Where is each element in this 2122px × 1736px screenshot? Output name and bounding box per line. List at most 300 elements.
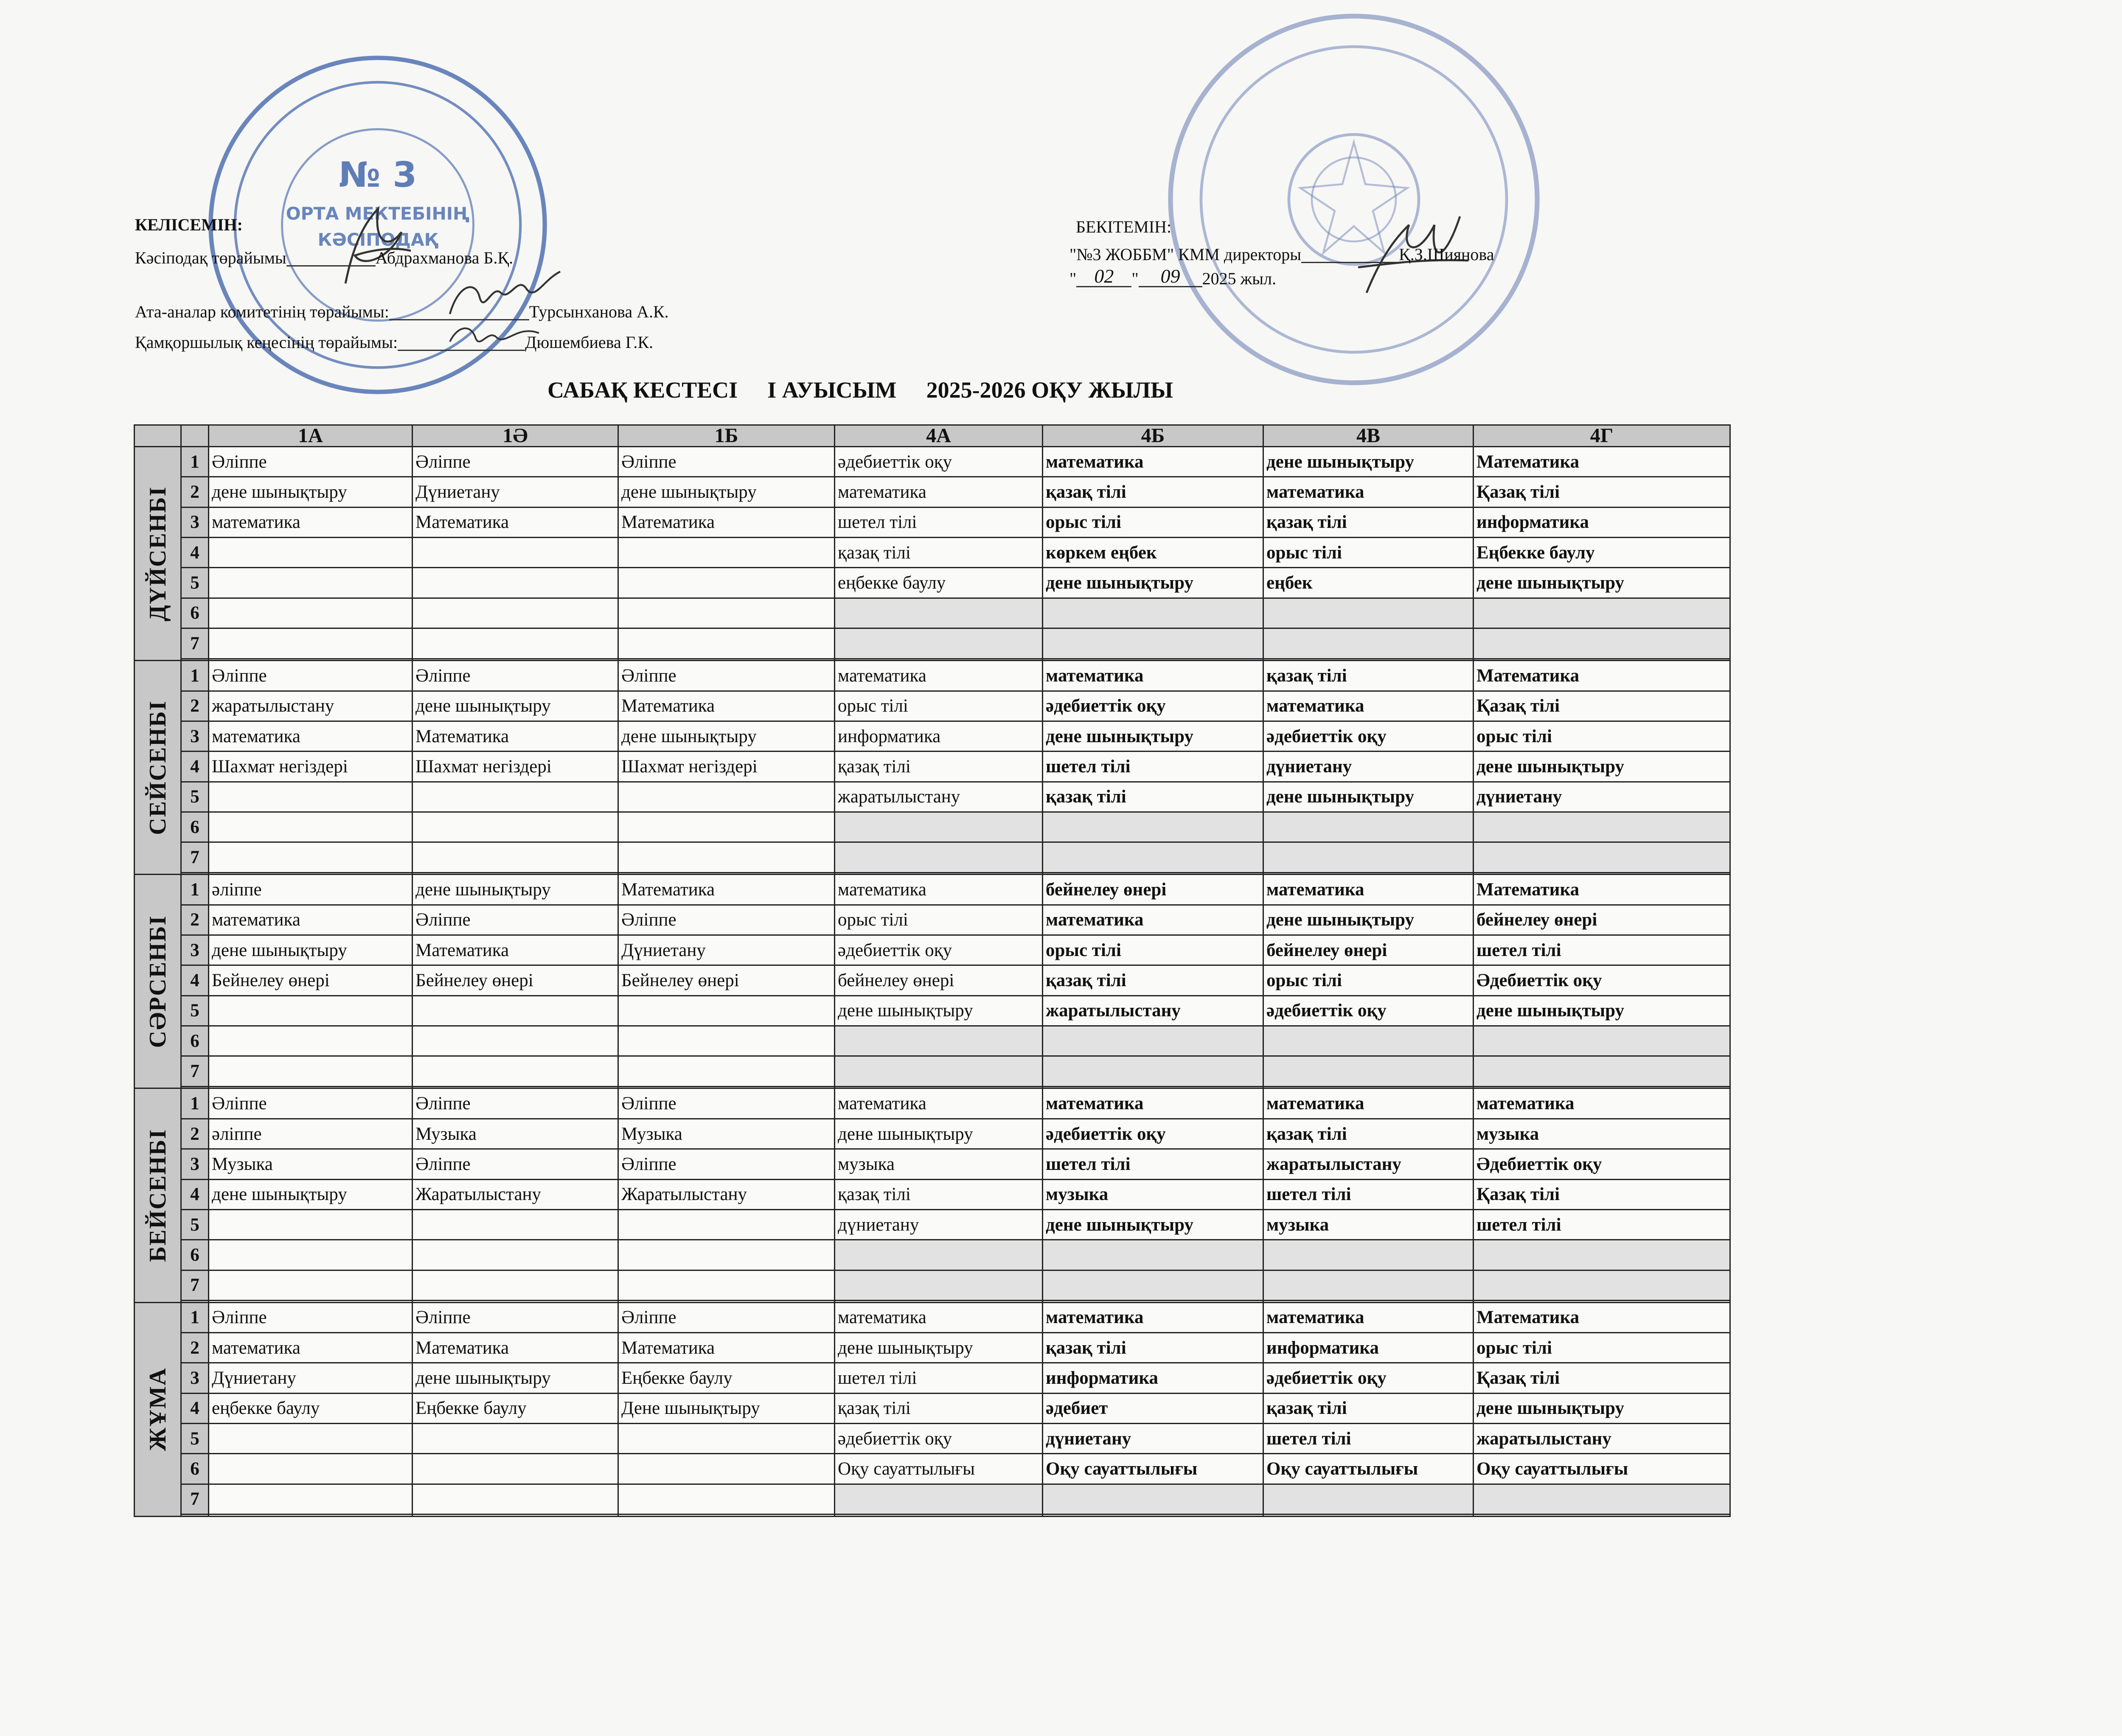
table-row	[135, 568, 1730, 598]
lesson-cell: Математика	[618, 507, 835, 537]
lesson-cell	[413, 1270, 618, 1300]
lesson-cell: Музыка	[618, 1119, 835, 1149]
column-header: 1А	[209, 425, 413, 447]
lesson-cell: орыс тілі	[1474, 721, 1730, 751]
lesson-cell: бейнелеу өнері	[1043, 875, 1263, 905]
lesson-cell	[1263, 812, 1474, 842]
table-row	[135, 1393, 1730, 1423]
lesson-number: 1	[181, 1088, 209, 1119]
lesson-cell	[1043, 1026, 1263, 1056]
lesson-cell: Әліппе	[618, 661, 835, 691]
column-header: 4Г	[1474, 425, 1730, 447]
lesson-number: 3	[181, 935, 209, 965]
table-row	[135, 1149, 1730, 1179]
lesson-cell	[209, 996, 413, 1026]
lesson-cell: дене шынықтыру	[413, 691, 618, 721]
header-day-cell	[135, 425, 181, 447]
lesson-cell	[835, 1056, 1043, 1086]
lesson-cell: Әліппе	[618, 905, 835, 935]
table-row	[135, 447, 1730, 477]
svg-text:КӘСІПОДАҚ: КӘСІПОДАҚ	[317, 230, 438, 250]
lesson-cell: Қазақ тілі	[1474, 477, 1730, 507]
lesson-number: 5	[181, 1424, 209, 1454]
lesson-cell: математика	[209, 1332, 413, 1363]
lesson-number: 1	[181, 661, 209, 691]
lesson-cell: Қазақ тілі	[1474, 1363, 1730, 1393]
lesson-cell: дене шынықтыру	[1263, 782, 1474, 812]
lesson-cell: қазақ тілі	[1263, 1393, 1474, 1423]
table-row	[135, 905, 1730, 935]
lesson-cell	[1474, 842, 1730, 872]
lesson-cell: әдебиеттік оқу	[835, 1424, 1043, 1454]
lesson-cell: Дүниетану	[413, 477, 618, 507]
lesson-cell	[413, 568, 618, 598]
header-number-cell	[181, 425, 209, 447]
lesson-cell	[618, 1270, 835, 1300]
lesson-cell	[413, 628, 618, 659]
table-row	[135, 812, 1730, 842]
lesson-cell	[1474, 1270, 1730, 1300]
lesson-cell: Әдебиеттік оқу	[1474, 1149, 1730, 1179]
lesson-cell: математика	[1043, 1302, 1263, 1332]
lesson-number: 5	[181, 1209, 209, 1240]
lesson-number: 1	[181, 1302, 209, 1332]
lesson-cell: әдебиеттік оқу	[1043, 1119, 1263, 1149]
lesson-cell: Математика	[618, 1332, 835, 1363]
lesson-cell: математика	[835, 477, 1043, 507]
lesson-cell	[835, 598, 1043, 628]
svg-text:№ 3: № 3	[338, 154, 417, 195]
lesson-cell: бейнелеу өнері	[1263, 935, 1474, 965]
lesson-cell: математика	[209, 905, 413, 935]
lesson-cell: информатика	[1263, 1332, 1474, 1363]
table-row	[135, 1332, 1730, 1363]
lesson-cell: қазақ тілі	[835, 538, 1043, 568]
lesson-cell: Шахмат негіздері	[209, 752, 413, 782]
lesson-cell: математика	[1043, 905, 1263, 935]
lesson-cell: қазақ тілі	[835, 1179, 1043, 1209]
lesson-cell: орыс тілі	[1043, 507, 1263, 537]
lesson-cell: математика	[835, 875, 1043, 905]
lesson-cell	[618, 842, 835, 872]
approval-left-title: КЕЛІСЕМІН:	[135, 215, 243, 234]
column-header: 1Б	[618, 425, 835, 447]
lesson-cell: музыка	[1263, 1209, 1474, 1240]
table-row	[135, 628, 1730, 659]
lesson-cell: дене шынықтыру	[835, 996, 1043, 1026]
lesson-cell: қазақ тілі	[1263, 661, 1474, 691]
table-row	[135, 1514, 1730, 1517]
lesson-number: 6	[181, 598, 209, 628]
table-row	[135, 1179, 1730, 1209]
lesson-cell: дене шынықтыру	[1474, 1393, 1730, 1423]
day-label-cell	[135, 875, 181, 1088]
union-chair-line: Кәсіподақ төрайымы Абдрахманова Б.Қ.	[135, 248, 514, 267]
lesson-cell: дүниетану	[1474, 782, 1730, 812]
lesson-cell: әліппе	[209, 875, 413, 905]
column-header: 4А	[835, 425, 1043, 447]
lesson-cell	[1263, 1026, 1474, 1056]
lesson-cell: шетел тілі	[1263, 1179, 1474, 1209]
lesson-cell: әдебиеттік оқу	[1263, 1363, 1474, 1393]
lesson-cell: Дүниетану	[209, 1363, 413, 1393]
table-row	[135, 1209, 1730, 1240]
lesson-cell: математика	[1263, 1302, 1474, 1332]
table-row	[135, 507, 1730, 537]
lesson-cell	[1474, 628, 1730, 659]
lesson-cell: дене шынықтыру	[1263, 447, 1474, 477]
lesson-cell	[209, 842, 413, 872]
lesson-cell	[413, 538, 618, 568]
lesson-cell: Музыка	[413, 1119, 618, 1149]
lesson-cell	[413, 812, 618, 842]
lesson-cell: Әліппе	[209, 1302, 413, 1332]
lesson-cell: математика	[209, 721, 413, 751]
lesson-cell	[209, 1484, 413, 1514]
table-row	[135, 477, 1730, 507]
lesson-cell: математика	[835, 661, 1043, 691]
lesson-cell	[1474, 1056, 1730, 1086]
lesson-cell	[1043, 812, 1263, 842]
lesson-number: 3	[181, 507, 209, 537]
lesson-cell: музыка	[1043, 1179, 1263, 1209]
lesson-cell: Жаратылыстану	[618, 1179, 835, 1209]
table-row	[135, 721, 1730, 751]
lesson-cell: жаратылыстану	[1043, 996, 1263, 1026]
lesson-cell	[209, 628, 413, 659]
lesson-cell: шетел тілі	[1043, 752, 1263, 782]
lesson-cell	[209, 538, 413, 568]
lesson-cell: қазақ тілі	[1263, 507, 1474, 537]
table-row	[135, 842, 1730, 872]
lesson-cell: Математика	[1474, 447, 1730, 477]
lesson-cell	[618, 1056, 835, 1086]
lesson-number: 7	[181, 842, 209, 872]
lesson-cell: Әліппе	[413, 661, 618, 691]
lesson-cell: математика	[1043, 1088, 1263, 1119]
lesson-cell	[1043, 1056, 1263, 1086]
lesson-number: 2	[181, 477, 209, 507]
table-row	[135, 1056, 1730, 1086]
lesson-number: 1	[181, 447, 209, 477]
lesson-cell	[1043, 1514, 1263, 1517]
lesson-cell	[1474, 598, 1730, 628]
lesson-cell: дене шынықтыру	[835, 1332, 1043, 1363]
lesson-cell: қазақ тілі	[1043, 782, 1263, 812]
lesson-cell	[1474, 1026, 1730, 1056]
lesson-cell: дүниетану	[835, 1209, 1043, 1240]
lesson-cell	[1043, 842, 1263, 872]
lesson-cell: дене шынықтыру	[209, 477, 413, 507]
lesson-cell	[209, 1514, 413, 1517]
table-row	[135, 1424, 1730, 1454]
lesson-cell	[1474, 1514, 1730, 1517]
parents-committee-line: Ата-аналар комитетінің төрайымы: Турсынханова А.К.	[135, 302, 669, 321]
lesson-cell	[1263, 1270, 1474, 1300]
lesson-cell: Математика	[413, 721, 618, 751]
column-header: 4Б	[1043, 425, 1263, 447]
lesson-number: 3	[181, 1149, 209, 1179]
lesson-cell: дүниетану	[1263, 752, 1474, 782]
day-label: БЕЙСЕНБІ	[144, 1128, 171, 1262]
table-row	[135, 1240, 1730, 1270]
lesson-cell: дене шынықтыру	[1474, 752, 1730, 782]
lesson-cell: дене шынықтыру	[1474, 568, 1730, 598]
lesson-cell: математика	[1043, 661, 1263, 691]
lesson-cell: Математика	[413, 935, 618, 965]
lesson-cell	[618, 1209, 835, 1240]
lesson-number: 4	[181, 1393, 209, 1423]
lesson-cell	[835, 1484, 1043, 1514]
lesson-cell	[1263, 1240, 1474, 1270]
lesson-cell: шетел тілі	[1474, 1209, 1730, 1240]
lesson-cell: Әліппе	[618, 1149, 835, 1179]
lesson-cell	[1263, 842, 1474, 872]
lesson-cell: әдебиеттік оқу	[835, 935, 1043, 965]
lesson-cell: дене шынықтыру	[618, 477, 835, 507]
schedule-title: САБАҚ КЕСТЕСІ І АУЫСЫМ 2025-2026 ОҚУ ЖЫЛЫ	[547, 377, 1173, 403]
lesson-cell: Математика	[413, 1332, 618, 1363]
table-row	[135, 661, 1730, 691]
lesson-cell: орыс тілі	[1043, 935, 1263, 965]
day-label: ЖҰМА	[144, 1367, 171, 1451]
lesson-cell: Әліппе	[413, 905, 618, 935]
lesson-number: 2	[181, 691, 209, 721]
lesson-cell: Бейнелеу өнері	[618, 965, 835, 996]
lesson-cell	[618, 812, 835, 842]
schedule-table	[134, 424, 1731, 1517]
lesson-cell: қазақ тілі	[1043, 477, 1263, 507]
table-row	[135, 875, 1730, 905]
lesson-cell: бейнелеу өнері	[835, 965, 1043, 996]
lesson-cell: музыка	[835, 1149, 1043, 1179]
lesson-cell	[209, 1424, 413, 1454]
lesson-cell: Жаратылыстану	[413, 1179, 618, 1209]
lesson-cell	[835, 1240, 1043, 1270]
lesson-cell: Музыка	[209, 1149, 413, 1179]
lesson-cell	[413, 1514, 618, 1517]
lesson-cell: орыс тілі	[1263, 538, 1474, 568]
day-label-cell	[135, 447, 181, 661]
lesson-cell: жаратылыстану	[1263, 1149, 1474, 1179]
lesson-number: 4	[181, 538, 209, 568]
lesson-cell	[1263, 598, 1474, 628]
lesson-cell: Қазақ тілі	[1474, 1179, 1730, 1209]
lesson-cell	[209, 1240, 413, 1270]
lesson-cell: математика	[1263, 875, 1474, 905]
lesson-number: 7	[181, 1056, 209, 1086]
lesson-cell: әдебиеттік оқу	[835, 447, 1043, 477]
lesson-cell: әдебиеттік оқу	[1263, 721, 1474, 751]
lesson-cell: Әліппе	[209, 447, 413, 477]
lesson-cell	[209, 1209, 413, 1240]
table-row	[135, 782, 1730, 812]
day-label: ДҮЙСЕНБІ	[144, 486, 171, 621]
lesson-number: 5	[181, 568, 209, 598]
lesson-cell	[1263, 628, 1474, 659]
lesson-cell	[1474, 812, 1730, 842]
lesson-number: 6	[181, 1240, 209, 1270]
lesson-cell: дене шынықтыру	[618, 721, 835, 751]
svg-text:ОРТА МЕКТЕБІНІҢ: ОРТА МЕКТЕБІНІҢ	[286, 203, 470, 224]
lesson-cell: дүниетану	[1043, 1424, 1263, 1454]
lesson-cell	[835, 1270, 1043, 1300]
lesson-cell	[835, 1026, 1043, 1056]
lesson-cell: Әліппе	[618, 447, 835, 477]
lesson-cell: математика	[209, 507, 413, 537]
lesson-cell	[413, 782, 618, 812]
table-row	[135, 1270, 1730, 1300]
lesson-cell: Қазақ тілі	[1474, 691, 1730, 721]
day-label-cell	[135, 1302, 181, 1516]
lesson-number: 4	[181, 965, 209, 996]
lesson-cell: жаратылыстану	[1474, 1424, 1730, 1454]
lesson-cell: математика	[835, 1302, 1043, 1332]
lesson-cell: әдебиеттік оқу	[1263, 996, 1474, 1026]
lesson-cell	[1043, 628, 1263, 659]
lesson-cell: қазақ тілі	[835, 1393, 1043, 1423]
table-row	[135, 598, 1730, 628]
lesson-cell: қазақ тілі	[835, 752, 1043, 782]
lesson-cell: қазақ тілі	[1263, 1119, 1474, 1149]
lesson-cell: дене шынықтыру	[413, 1363, 618, 1393]
lesson-cell	[618, 598, 835, 628]
lesson-cell	[1263, 1056, 1474, 1086]
lesson-cell: Шахмат негіздері	[413, 752, 618, 782]
schedule-body	[135, 447, 1730, 1517]
lesson-cell: Оқу сауаттылығы	[835, 1454, 1043, 1484]
lesson-cell	[413, 598, 618, 628]
lesson-cell: бейнелеу өнері	[1474, 905, 1730, 935]
lesson-cell: Оқу сауаттылығы	[1043, 1454, 1263, 1484]
lesson-cell: Еңбекке баулу	[413, 1393, 618, 1423]
lesson-cell	[209, 1026, 413, 1056]
lesson-cell	[618, 1484, 835, 1514]
lesson-cell	[209, 782, 413, 812]
lesson-cell: дене шынықтыру	[1474, 996, 1730, 1026]
lesson-cell: Дүниетану	[618, 935, 835, 965]
lesson-number: 2	[181, 1332, 209, 1363]
lesson-cell	[1043, 1270, 1263, 1300]
lesson-number: 2	[181, 905, 209, 935]
day-label: СӘРСЕНБІ	[144, 915, 171, 1048]
lesson-cell: Оқу сауаттылығы	[1474, 1454, 1730, 1484]
lesson-cell: Еңбекке баулу	[618, 1363, 835, 1393]
lesson-cell: жаратылыстану	[209, 691, 413, 721]
lesson-cell: шетел тілі	[835, 507, 1043, 537]
lesson-cell	[413, 1056, 618, 1086]
lesson-cell: дене шынықтыру	[1043, 568, 1263, 598]
lesson-number: 7	[181, 1484, 209, 1514]
lesson-cell: әліппе	[209, 1119, 413, 1149]
lesson-cell: қазақ тілі	[1043, 965, 1263, 996]
lesson-cell: математика	[1263, 1088, 1474, 1119]
table-row	[135, 1119, 1730, 1149]
lesson-number: 2	[181, 1119, 209, 1149]
lesson-cell	[618, 1424, 835, 1454]
lesson-cell	[618, 538, 835, 568]
lesson-cell: математика	[1043, 447, 1263, 477]
lesson-cell: Әліппе	[413, 447, 618, 477]
lesson-cell	[413, 996, 618, 1026]
lesson-cell	[835, 842, 1043, 872]
lesson-cell	[1474, 1240, 1730, 1270]
lesson-number	[181, 1514, 209, 1517]
lesson-cell	[1263, 1514, 1474, 1517]
lesson-number: 5	[181, 782, 209, 812]
lesson-cell: Әліппе	[209, 661, 413, 691]
lesson-number: 3	[181, 721, 209, 751]
lesson-cell: дене шынықтыру	[1043, 721, 1263, 751]
lesson-cell: Математика	[618, 691, 835, 721]
table-row	[135, 1454, 1730, 1484]
lesson-cell	[413, 1209, 618, 1240]
lesson-cell: Математика	[1474, 661, 1730, 691]
column-header: 1Ә	[413, 425, 618, 447]
lesson-cell: жаратылыстану	[835, 782, 1043, 812]
lesson-cell: Математика	[618, 875, 835, 905]
lesson-cell	[209, 812, 413, 842]
lesson-cell: шетел тілі	[835, 1363, 1043, 1393]
lesson-cell: Дене шынықтыру	[618, 1393, 835, 1423]
lesson-cell: орыс тілі	[1474, 1332, 1730, 1363]
lesson-number: 7	[181, 1270, 209, 1300]
lesson-number: 4	[181, 1179, 209, 1209]
lesson-cell: қазақ тілі	[1043, 1332, 1263, 1363]
lesson-cell: Әліппе	[618, 1088, 835, 1119]
lesson-cell: еңбек	[1263, 568, 1474, 598]
table-row	[135, 1363, 1730, 1393]
lesson-cell: Әліппе	[413, 1088, 618, 1119]
lesson-cell	[1263, 1484, 1474, 1514]
table-row	[135, 996, 1730, 1026]
board-chair-line: Қамқоршылық кеңесінің төрайымы: Дюшембиева Г.К.	[135, 333, 654, 352]
lesson-cell	[1043, 598, 1263, 628]
lesson-number: 6	[181, 812, 209, 842]
lesson-cell	[618, 1026, 835, 1056]
lesson-number: 6	[181, 1026, 209, 1056]
table-row	[135, 691, 1730, 721]
table-row	[135, 752, 1730, 782]
lesson-cell	[618, 1240, 835, 1270]
lesson-cell	[618, 996, 835, 1026]
lesson-cell	[1043, 1240, 1263, 1270]
lesson-cell: дене шынықтыру	[835, 1119, 1043, 1149]
day-label-cell	[135, 661, 181, 875]
lesson-cell	[618, 568, 835, 598]
lesson-cell: Бейнелеу өнері	[209, 965, 413, 996]
lesson-cell: Оқу сауаттылығы	[1263, 1454, 1474, 1484]
lesson-number: 4	[181, 752, 209, 782]
approval-date: " 02 " 09 2025 жыл.	[1069, 265, 1277, 288]
lesson-cell: орыс тілі	[835, 905, 1043, 935]
lesson-cell: әдебиет	[1043, 1393, 1263, 1423]
director-line: "№3 ЖОББМ" КММ директоры Қ.З.Шиянова	[1069, 245, 1494, 264]
lesson-cell: дене шынықтыру	[209, 1179, 413, 1209]
lesson-cell: Әліппе	[413, 1149, 618, 1179]
table-row	[135, 1302, 1730, 1332]
lesson-number: 5	[181, 996, 209, 1026]
lesson-cell: Еңбекке баулу	[1474, 538, 1730, 568]
table-row	[135, 1088, 1730, 1119]
day-label-cell	[135, 1088, 181, 1302]
lesson-cell: еңбекке баулу	[209, 1393, 413, 1423]
union-chair-signature	[327, 199, 420, 293]
lesson-cell: математика	[1263, 477, 1474, 507]
lesson-cell: Әліппе	[413, 1302, 618, 1332]
lesson-cell	[413, 1026, 618, 1056]
lesson-cell: Математика	[1474, 875, 1730, 905]
